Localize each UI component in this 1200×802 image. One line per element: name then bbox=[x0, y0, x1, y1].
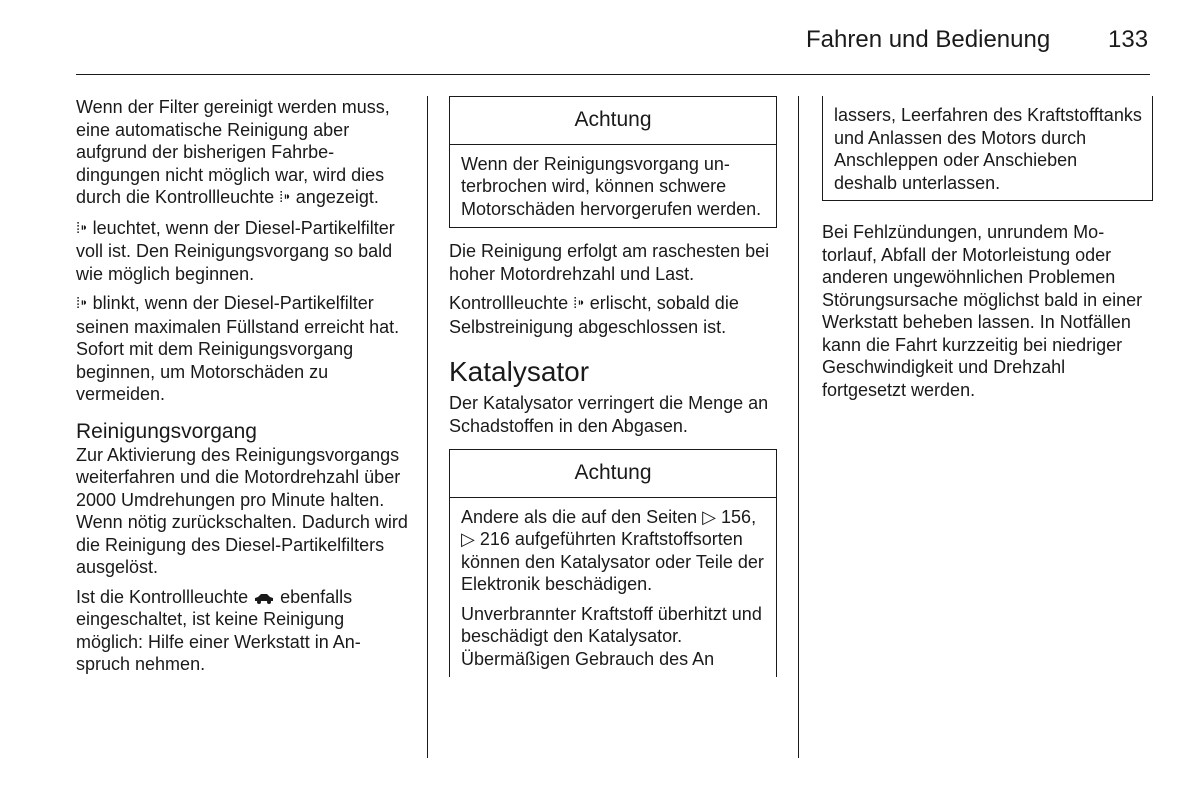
separator: , bbox=[751, 506, 757, 527]
paragraph: Bei Fehlzündungen, unrundem Motorlauf, Abfall der Motorleistung oder anderen ungewöhnlichen Problemen Störungsursache möglichst bald in einer Werkstatt beheben lassen. In Notfällen kann die Fahrt kurzzeitig bei niedriger Geschwindigkeit und Drehzahl fortgesetzt werden. bbox=[822, 222, 1143, 400]
page-reference-link[interactable]: 216 bbox=[479, 529, 510, 549]
section-heading: Katalysator bbox=[449, 356, 590, 387]
caution-title: Achtung bbox=[450, 97, 776, 145]
column-middle bbox=[449, 96, 777, 677]
paragraph bbox=[76, 217, 408, 286]
diesel-particle-filter-icon: ⁞⁍ bbox=[279, 189, 291, 206]
paragraph-text: Kontrollleuchte bbox=[449, 293, 574, 313]
caution-text bbox=[450, 498, 776, 678]
paragraph: Zur Aktivierung des Reinigungsvorgangs weiterfahren und die Motordrehzahl über 2000 Umdrehungen pro Minute halten. Wenn nötig zurückschalten. Dadurch wird die Reinigung des Diesel-Partikelfilters ausgelöst. bbox=[76, 444, 408, 577]
caution-text: lassers, Leerfahren des Kraftstofftanks und Anlassen des Motors durch Anschleppen oder Anschieben deshalb unterlassen. bbox=[834, 105, 1142, 193]
page-number: 133 bbox=[1108, 26, 1149, 53]
paragraph-text: Andere als die auf den Seiten bbox=[461, 506, 703, 527]
paragraph-text: aufgeführten Kraftstoffsorten können den Katalysator oder Teile der Elektronik beschädigen. bbox=[461, 529, 764, 594]
paragraph-text: blinkt, wenn der Diesel-Partikelfilter seinen maximalen Füllstand erreicht hat. Sofort mit dem Reinigungsvorgang beginnen, um Motorschäden zu vermeiden. bbox=[76, 293, 400, 404]
caution-box-continuation bbox=[822, 96, 1153, 201]
paragraph-text: leuchtet, wenn der Diesel-Partikelfilter voll ist. Den Reinigungsvorgang so bald wie möglich beginnen. bbox=[76, 217, 395, 284]
paragraph-text: ebenfalls eingeschaltet, ist keine Reinigung möglich: Hilfe einer Werkstatt in Anspruch nehmen. bbox=[76, 586, 361, 674]
paragraph: Unverbrannter Kraftstoff überhitzt und beschädigt den Katalysator. Übermäßigen Gebrauch des An bbox=[461, 603, 762, 669]
paragraph bbox=[76, 292, 408, 406]
paragraph bbox=[76, 586, 408, 676]
caution-box bbox=[449, 449, 777, 677]
paragraph-text: erlischt, sobald die Selbstreinigung abgeschlossen ist. bbox=[449, 293, 739, 337]
caution-text: Wenn der Reinigungsvorgang unterbrochen wird, können schwere Motorschäden hervorgerufen werden. bbox=[461, 153, 762, 219]
paragraph: Der Katalysator verringert die Menge an Schadstoffen in den Abgasen. bbox=[449, 393, 769, 436]
page-reference-icon: ▷ bbox=[702, 506, 717, 527]
diesel-particle-filter-icon: ⁞⁍ bbox=[76, 295, 88, 312]
header-divider bbox=[76, 74, 1150, 75]
column-left bbox=[76, 96, 408, 683]
paragraph-text: angezeigt. bbox=[290, 187, 379, 207]
diesel-particle-filter-icon: ⁞⁍ bbox=[573, 295, 585, 312]
paragraph bbox=[449, 292, 777, 338]
subheading: Reinigungsvorgang bbox=[76, 419, 257, 443]
caution-box bbox=[449, 96, 777, 228]
column-right bbox=[822, 96, 1152, 408]
paragraph-text: Wenn der Filter gereinigt werden muss, eine automatische Reinigung aber aufgrund der bisherigen Fahrbedingungen nicht möglich war, wird dies durch die Kontrollleuchte bbox=[76, 97, 390, 207]
car-service-icon bbox=[253, 592, 275, 604]
page-reference-icon: ▷ bbox=[461, 529, 475, 549]
diesel-particle-filter-icon: ⁞⁍ bbox=[76, 219, 88, 237]
paragraph bbox=[76, 96, 408, 210]
page-reference-link[interactable]: 156 bbox=[721, 506, 752, 527]
paragraph: Die Reinigung erfolgt am raschesten bei hoher Motordrehzahl und Last. bbox=[449, 241, 770, 284]
paragraph-text: Ist die Kontrollleuchte bbox=[76, 586, 254, 607]
section-title: Fahren und Bedienung bbox=[806, 26, 1051, 53]
caution-title: Achtung bbox=[450, 450, 776, 498]
column-divider-left bbox=[427, 96, 428, 758]
paragraph bbox=[461, 506, 766, 596]
column-divider-right bbox=[798, 96, 799, 758]
